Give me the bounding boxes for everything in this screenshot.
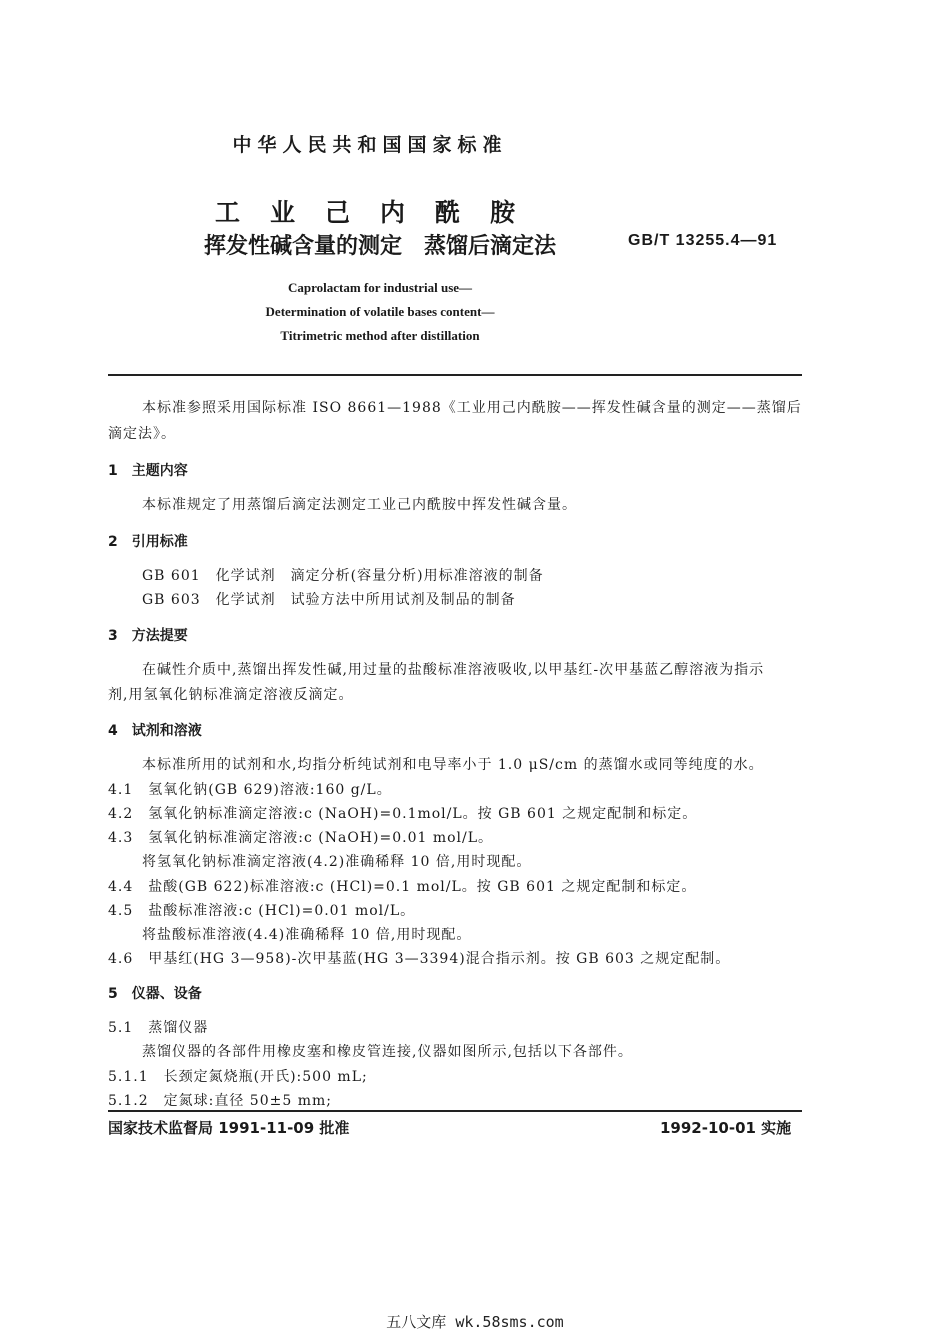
section-text: 本标准所用的试剂和水,均指分析纯试剂和电导率小于 1.0 μS/cm 的蒸馏水或同等纯度的水。 (142, 757, 764, 773)
watermark: 五八文库 wk.58sms.com (386, 1313, 564, 1331)
reagent-item: 4.5 盐酸标准溶液:c (HCl)=0.01 mol/L。 (108, 903, 416, 919)
equipment-item: 5.1.1 长颈定氮烧瓶(开氏):500 mL; (108, 1069, 368, 1085)
english-title-line: Determination of volatile bases content— (265, 304, 495, 319)
document-title: 工业己内酰胺 (214, 198, 545, 227)
section-text: 在碱性介质中,蒸馏出挥发性碱,用过量的盐酸标准溶液吸收,以甲基红-次甲基蓝乙醇溶液为指示 (142, 662, 765, 678)
english-title-line: Caprolactam for industrial use— (287, 280, 473, 295)
reagent-item: 4.1 氢氧化钠(GB 629)溶液:160 g/L。 (108, 782, 392, 798)
reagent-item: 4.3 氢氧化钠标准滴定溶液:c (NaOH)=0.01 mol/L。 (108, 830, 494, 846)
reference-item: GB 603 化学试剂 试验方法中所用试剂及制品的制备 (142, 592, 516, 608)
intro-line: 本标准参照采用国际标准 ISO 8661—1988《工业用己内酰胺——挥发性碱含量的测定——蒸馏后 (142, 400, 802, 416)
equipment-item: 5.1.2 定氮球:直径 50±5 mm; (108, 1093, 332, 1109)
standard-code: GB/T 13255.4—91 (628, 232, 778, 249)
reagent-item: 4.2 氢氧化钠标准滴定溶液:c (NaOH)=0.1mol/L。按 GB 601 之规定配制和标定。 (108, 806, 698, 822)
bottom-divider (108, 1110, 802, 1112)
section-heading-1: 1 主题内容 (108, 463, 188, 479)
reagent-note: 将氢氧化钠标准滴定溶液(4.2)准确稀释 10 倍,用时现配。 (142, 854, 532, 870)
equipment-note: 蒸馏仪器的各部件用橡皮塞和橡皮管连接,仪器如图所示,包括以下各部件。 (142, 1044, 633, 1060)
top-divider (108, 374, 802, 376)
section-heading-4: 4 试剂和溶液 (108, 723, 202, 739)
reagent-note: 将盐酸标准溶液(4.4)准确稀释 10 倍,用时现配。 (142, 927, 472, 943)
approval-date: 国家技术监督局 1991-11-09 批准 (108, 1119, 350, 1137)
section-heading-2: 2 引用标准 (108, 534, 188, 550)
section-text: 剂,用氢氧化钠标准滴定溶液反滴定。 (108, 687, 354, 703)
english-title-line: Titrimetric method after distillation (280, 328, 480, 343)
intro-line: 滴定法》。 (108, 426, 176, 442)
reagent-item: 4.6 甲基红(HG 3—958)-次甲基蓝(HG 3—3394)混合指示剂。按 GB 603 之规定配制。 (108, 951, 731, 967)
reagent-item: 4.4 盐酸(GB 622)标准溶液:c (HCl)=0.1 mol/L。按 GB 601 之规定配制和标定。 (108, 879, 697, 895)
document-subtitle: 挥发性碱含量的测定 蒸馏后滴定法 (203, 234, 556, 259)
section-heading-3: 3 方法提要 (108, 628, 188, 644)
reference-item: GB 601 化学试剂 滴定分析(容量分析)用标准溶液的制备 (142, 568, 544, 584)
section-text: 本标准规定了用蒸馏后滴定法测定工业己内酰胺中挥发性碱含量。 (142, 497, 577, 513)
equipment-item: 5.1 蒸馏仪器 (108, 1020, 209, 1036)
implementation-date: 1992-10-01 实施 (660, 1119, 792, 1137)
section-heading-5: 5 仪器、设备 (108, 986, 202, 1002)
standard-header: 中华人民共和国国家标准 (232, 134, 508, 156)
